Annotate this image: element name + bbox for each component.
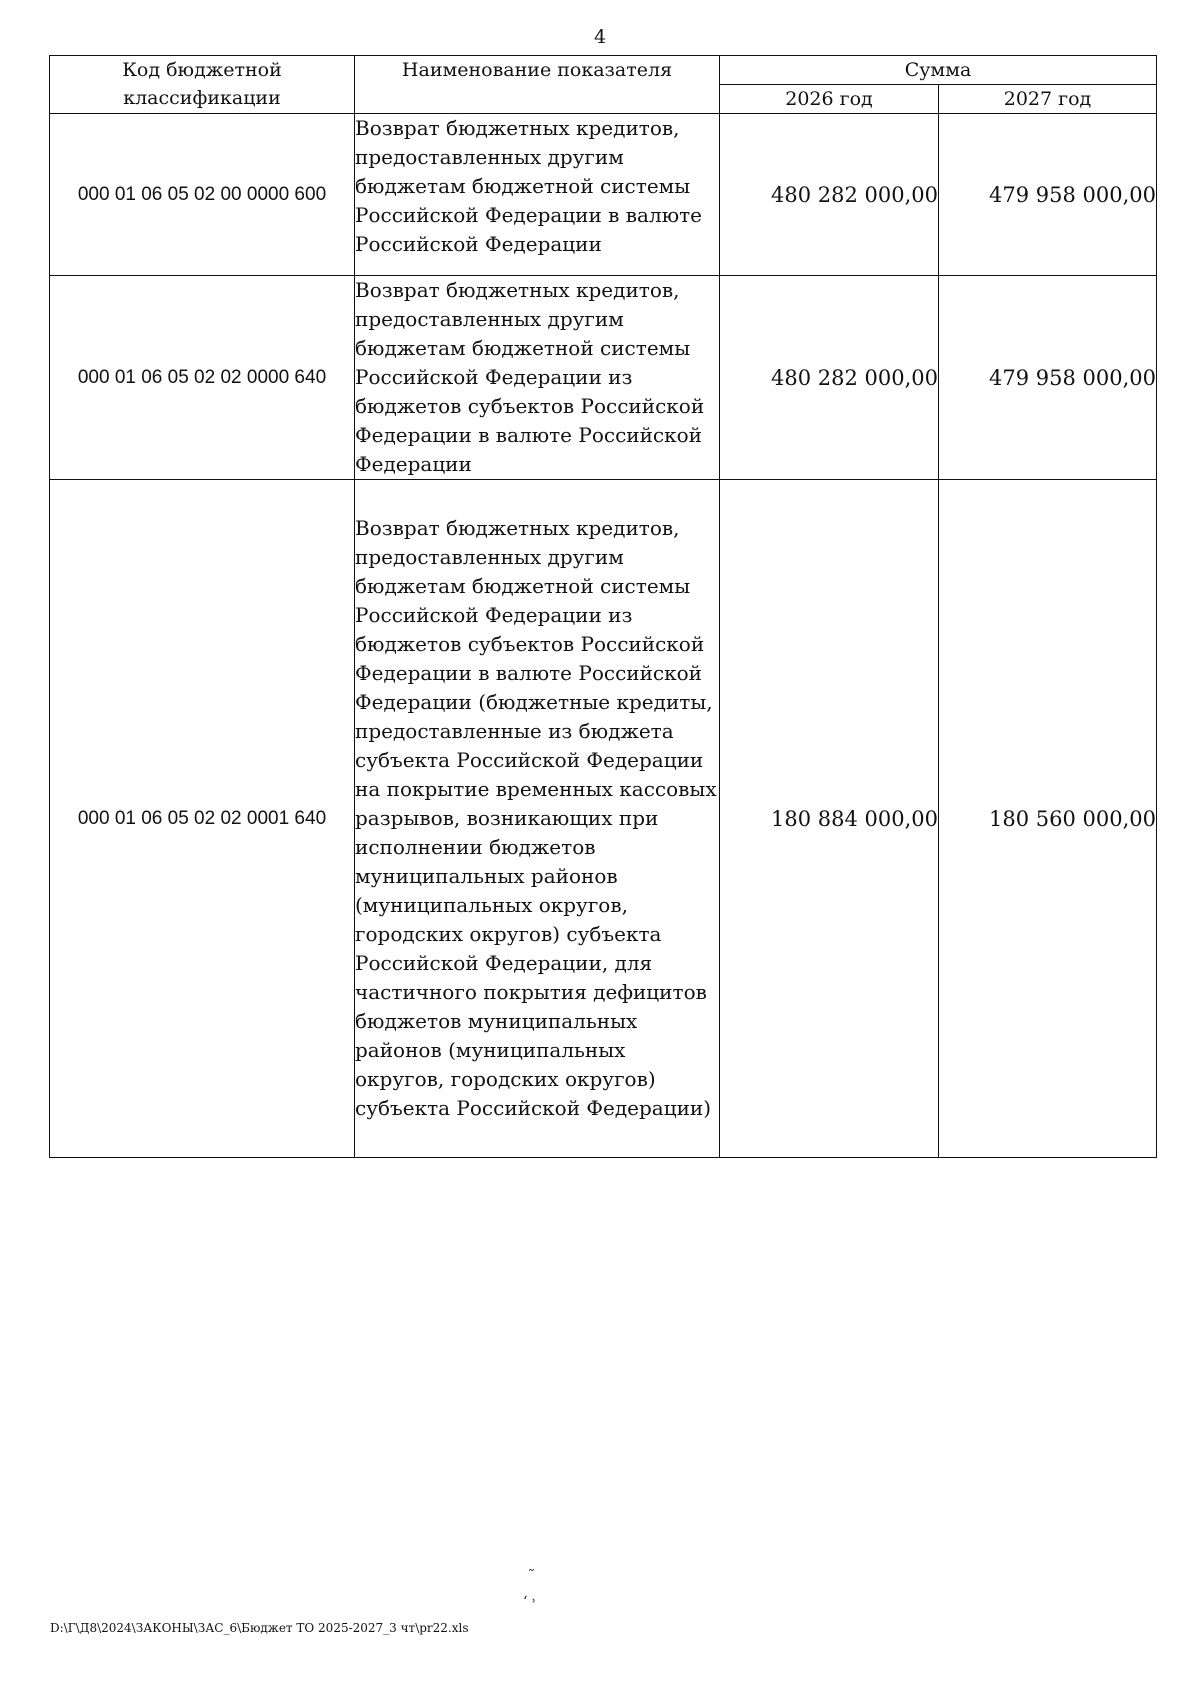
- table-row: [50, 480, 1157, 1158]
- header-year-2026: 2026 год: [720, 85, 939, 114]
- budget-table: [49, 55, 1157, 1158]
- indicator-name-cell: Возврат бюджетных кредитов, предоставленных другим бюджетам бюджетной системы Российской Федерации в валюте Российской Федерации: [355, 114, 720, 276]
- page-number: 4: [593, 26, 607, 48]
- amount-2027-cell: 479 958 000,00: [939, 114, 1157, 276]
- amount-2026-cell: 180 884 000,00: [720, 480, 939, 1158]
- amount-2026-cell: 480 282 000,00: [720, 276, 939, 480]
- scan-artifact-mark: ‘ ˒: [523, 1594, 537, 1610]
- budget-code-cell: 000 01 06 05 02 00 0000 600: [50, 114, 355, 276]
- budget-code-cell: 000 01 06 05 02 02 0000 640: [50, 276, 355, 480]
- amount-2027-cell: 479 958 000,00: [939, 276, 1157, 480]
- file-path-footer: D:\Г\Д8\2024\ЗАКОНЫ\ЗАС_6\Бюджет ТО 2025-2027_3 чт\pr22.xls: [50, 1621, 469, 1635]
- header-sum: Сумма: [720, 56, 1157, 85]
- indicator-name-cell: Возврат бюджетных кредитов, предоставленных другим бюджетам бюджетной системы Российской Федерации из бюджетов субъектов Российской Федерации в валюте Российской Федерации: [355, 276, 720, 480]
- table-row: [50, 276, 1157, 480]
- amount-2026-cell: 480 282 000,00: [720, 114, 939, 276]
- budget-code-cell: 000 01 06 05 02 02 0001 640: [50, 480, 355, 1158]
- header-year-2027: 2027 год: [939, 85, 1157, 114]
- header-code: Код бюджетной классификации: [50, 56, 355, 114]
- indicator-name-cell: Возврат бюджетных кредитов, предоставленных другим бюджетам бюджетной системы Российской Федерации из бюджетов субъектов Российской Федерации в валюте Российской Федерации (бюджетные кредиты, предоставленные из бюджета субъекта Российской Федерации на покрытие временных кассовых разрывов, возникающих при исполнении бюджетов муниципальных районов (муниципальных округов, городских округов) субъекта Российской Федерации, для частичного покрытия дефицитов бюджетов муниципальных районов (муниципальных округов, городских округов) субъекта Российской Федерации): [355, 480, 720, 1158]
- amount-2027-cell: 180 560 000,00: [939, 480, 1157, 1158]
- table-row: [50, 114, 1157, 276]
- header-name: Наименование показателя: [355, 56, 720, 114]
- scan-artifact-mark: ˜: [528, 1568, 535, 1584]
